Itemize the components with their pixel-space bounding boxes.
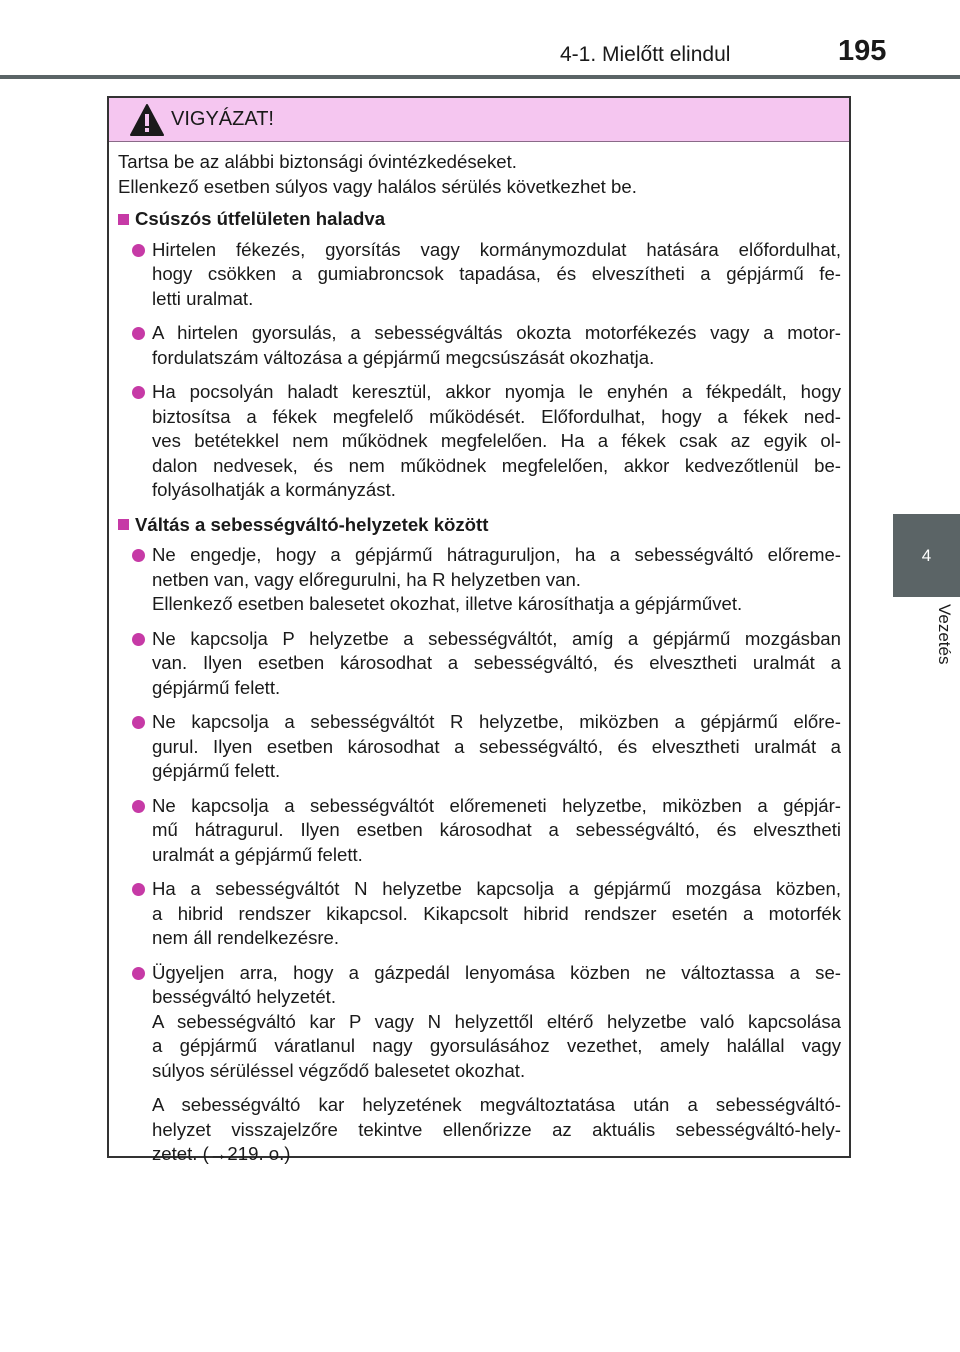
list-item-line: dalon nedvesek, és nem működnek megfelelően, akkor kedvezőtlenül be- xyxy=(152,454,841,476)
list-item xyxy=(118,794,841,868)
list-item-line: nem áll rendelkezésre. xyxy=(152,927,340,948)
list-item-line: fordulatszám változása a gépjármű megcsúszását okozhatja. xyxy=(152,346,655,368)
warning-title: VIGYÁZAT! xyxy=(171,108,274,130)
section-heading-text: Váltás a sebességváltó-helyzetek között xyxy=(135,513,489,535)
list-item-line: A sebességváltó kar P vagy N helyzettől eltérő helyzetbe való kapcsolása xyxy=(152,1010,841,1032)
list-item-line: Hirtelen fékezés, gyorsítás vagy kormánymozdulat hatására előfordulhat, xyxy=(152,238,841,260)
warning-content xyxy=(109,142,849,1167)
list-item-line: netben van, vagy előregurulni, ha R helyzetben van. xyxy=(152,568,581,590)
square-bullet-icon xyxy=(118,214,129,225)
list-item-line: ves betétekkel nem működnek megfelelően. Ha a fékek csak az egyik ol- xyxy=(152,430,841,451)
warning-header xyxy=(109,98,849,142)
round-bullet-icon xyxy=(132,967,145,980)
list-item xyxy=(118,321,841,370)
list-item-line: Ne kapcsolja a sebességváltót R helyzetbe, miközben a gépjármű előre- xyxy=(152,711,841,732)
list-item-line: gépjármű felett. xyxy=(152,676,281,698)
list-item-line: A hirtelen gyorsulás, a sebességváltás okozta motorfékezés vagy a motor- xyxy=(152,322,841,343)
warning-triangle-icon xyxy=(129,103,165,137)
list-item xyxy=(118,877,841,951)
list-item-line: Ha pocsolyán haladt keresztül, akkor nyomja le enyhén a fékpedált, hogy xyxy=(152,381,841,402)
warning-box xyxy=(107,96,851,1164)
round-bullet-icon xyxy=(132,800,145,813)
intro-line: Tartsa be az alábbi biztonsági óvintézkedéseket. xyxy=(118,151,517,172)
intro-line: Ellenkező esetben súlyos vagy halálos sérülés következhet be. xyxy=(118,175,637,197)
list-item xyxy=(118,627,841,701)
list-item-line: biztosítsa a fékek megfelelő működését. Előfordulhat, hogy a fékek ned- xyxy=(152,405,841,427)
note-line: helyzet visszajelzőre tekintve ellenőrizze az aktuális sebességváltó-hely- xyxy=(152,1118,841,1140)
list-item-line: Ne engedje, hogy a gépjármű hátraguruljon, ha a sebességváltó előreme- xyxy=(152,544,841,565)
round-bullet-icon xyxy=(132,549,145,562)
note-paragraph xyxy=(118,1093,841,1167)
round-bullet-icon xyxy=(132,883,145,896)
list-item-line: Ügyeljen arra, hogy a gázpedál lenyomása közben ne változtassa a se- xyxy=(152,961,841,983)
note-line: zetet. (→219. o.) xyxy=(152,1143,291,1164)
list-item-line: van. Ilyen esetben károsodhat a sebességváltó, és elvesztheti uralmát a xyxy=(152,652,841,673)
list-item-line: mű hátragurul. Ilyen esetben károsodhat a sebességváltó, és elvesztheti xyxy=(152,819,841,840)
round-bullet-icon xyxy=(132,244,145,257)
list-item-line: gurul. Ilyen esetben károsodhat a sebességváltó, és elvesztheti uralmát a xyxy=(152,735,841,757)
header-rule xyxy=(0,75,960,79)
list-item-line: hogy csökken a gumiabroncsok tapadása, és elveszítheti a gépjármű fe- xyxy=(152,263,841,284)
list-item-line: Ne kapcsolja P helyzetbe a sebességváltót, amíg a gépjármű mozgásban xyxy=(152,627,841,649)
chapter-label: Vezetés xyxy=(935,604,954,665)
section-heading-text: Csúszós útfelületen haladva xyxy=(135,208,386,229)
list-item-line: Ha a sebességváltót N helyzetbe kapcsolja a gépjármű mozgása közben, xyxy=(152,878,841,899)
list-item-line: a gépjármű váratlanul nagy gyorsulásához vezethet, amely halállal vagy xyxy=(152,1035,841,1056)
list-item-line: súlyos sérüléssel végződő balesetet okozhat. xyxy=(152,1059,526,1081)
list-item xyxy=(118,380,841,503)
list-item-line: a hibrid rendszer kikapcsol. Kikapcsolt hibrid rendszer esetén a motorfék xyxy=(152,902,841,924)
list-item-line: letti uralmat. xyxy=(152,287,254,309)
list-item xyxy=(118,961,841,1084)
chapter-tab: 4 xyxy=(893,514,960,597)
round-bullet-icon xyxy=(132,716,145,729)
list-item-line: folyásolhatják a kormányzást. xyxy=(152,479,396,500)
list-item-line: Ne kapcsolja a sebességváltót előremeneti helyzetbe, miközben a gépjár- xyxy=(152,794,841,816)
list-item xyxy=(118,710,841,784)
round-bullet-icon xyxy=(132,633,145,646)
list-item xyxy=(118,543,841,617)
list-item xyxy=(118,238,841,312)
list-item-line: Ellenkező esetben balesetet okozhat, illetve károsíthatja a gépjárművet. xyxy=(152,593,743,614)
section-heading xyxy=(118,513,841,538)
square-bullet-icon xyxy=(118,519,129,530)
section-heading xyxy=(118,207,841,232)
page-number: 195 xyxy=(838,35,887,67)
section-title: 4-1. Mielőtt elindul xyxy=(560,43,731,66)
round-bullet-icon xyxy=(132,386,145,399)
warning-intro xyxy=(118,150,841,199)
round-bullet-icon xyxy=(132,327,145,340)
note-line: A sebességváltó kar helyzetének megváltoztatása után a sebességváltó- xyxy=(152,1094,841,1115)
list-item-line: bességváltó helyzetét. xyxy=(152,986,336,1007)
list-item-line: gépjármű felett. xyxy=(152,760,281,781)
list-item-line: uralmát a gépjármű felett. xyxy=(152,843,363,865)
